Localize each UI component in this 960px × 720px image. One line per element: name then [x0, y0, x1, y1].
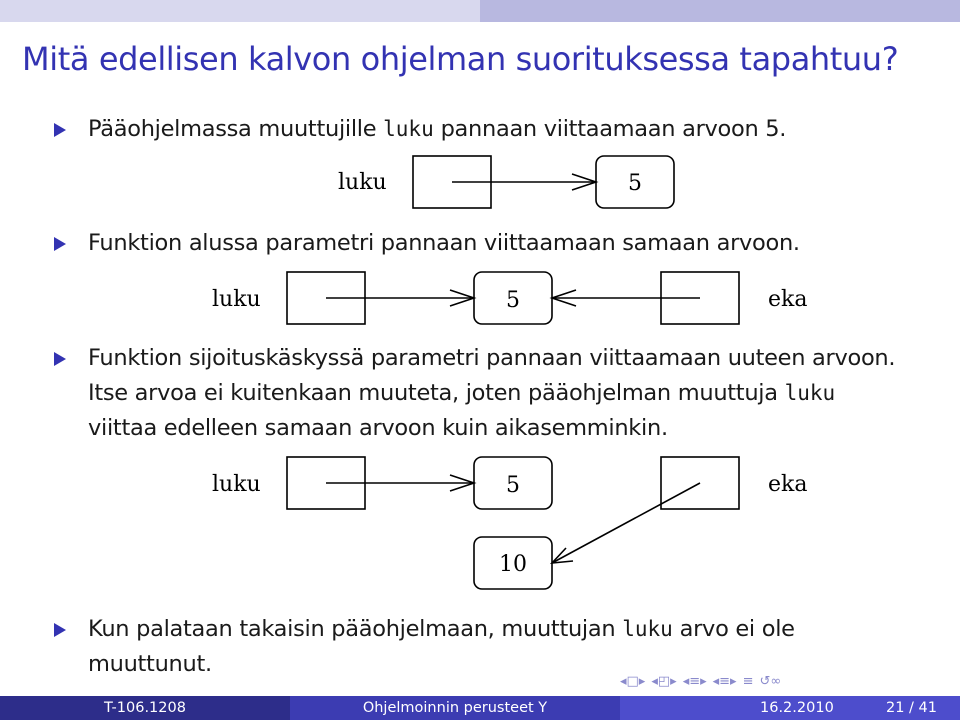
bullet-text — [88, 341, 904, 446]
text-segment: pannaan viittaamaan arvoon 5. — [433, 116, 787, 142]
text-segment: arvo ei ole muuttunut. — [88, 616, 795, 677]
var-label-luku: luku — [212, 472, 261, 497]
nav-last-icon[interactable]: ≡ — [742, 673, 754, 689]
bullet-marker-icon — [54, 623, 66, 637]
text-segment: Kun palataan takaisin pääohjelmaan, muuttujan — [88, 616, 623, 642]
bullet-marker-icon — [54, 237, 66, 251]
text-segment: Funktion sijoituskäskyssä parametri pannaan viittaamaan uuteen arvoon. Itse arvoa ei kuitenkaan muuteta, joten pääohjelman muuttuja — [88, 345, 896, 406]
header-bar-left — [0, 0, 480, 22]
nav-next-icon[interactable]: ◂≡▸ — [712, 673, 737, 689]
bullet-1 — [54, 112, 904, 147]
bullet-marker-icon — [54, 352, 66, 366]
bullet-text — [88, 612, 904, 682]
var-label-luku: luku — [212, 287, 261, 312]
diagram-2 — [0, 264, 960, 330]
param-label-eka: eka — [768, 287, 808, 312]
reference-arrow-eka — [552, 483, 700, 563]
code-luku: luku — [622, 617, 673, 641]
bullet-text — [88, 226, 904, 261]
diagram-1 — [0, 150, 960, 216]
bullet-3 — [54, 341, 904, 446]
arrowhead-icon — [552, 548, 573, 563]
diagram-3 — [0, 450, 960, 590]
text-segment: Pääohjelmassa muuttujille — [88, 116, 384, 142]
footer-bar — [0, 696, 960, 720]
bullet-marker-icon — [54, 123, 66, 137]
footer-course: T-106.1208 — [0, 696, 290, 720]
text-segment: Funktion alussa parametri pannaan viittaamaan samaan arvoon. — [88, 230, 800, 256]
value-text: 5 — [506, 473, 520, 498]
header-bar — [0, 0, 960, 22]
param-label-eka: eka — [768, 472, 808, 497]
nav-first-icon[interactable]: ◂□▸ — [620, 673, 646, 689]
beamer-navigation — [620, 672, 781, 690]
nav-prev-icon[interactable]: ◂◰▸ — [651, 673, 677, 689]
nav-section-icon[interactable]: ◂≡▸ — [682, 673, 707, 689]
var-label-luku: luku — [338, 170, 387, 195]
search-icon[interactable]: ↺∞ — [759, 673, 782, 689]
new-value-text: 10 — [499, 552, 527, 577]
value-text: 5 — [506, 288, 520, 313]
bullet-2 — [54, 226, 904, 261]
footer-info — [620, 696, 960, 720]
footer-course-name: Ohjelmoinnin perusteet Y — [290, 696, 620, 720]
slide-title: Mitä edellisen kalvon ohjelman suorituksessa tapahtuu? — [22, 40, 899, 78]
bullet-text — [88, 112, 904, 147]
code-luku: luku — [383, 117, 434, 141]
footer-page-number: 21 / 41 — [886, 700, 938, 716]
header-bar-right — [480, 0, 960, 22]
text-segment: viittaa edelleen samaan arvoon kuin aikasemminkin. — [88, 415, 668, 441]
footer-date: 16.2.2010 — [760, 700, 834, 716]
code-luku: luku — [784, 381, 836, 405]
value-text: 5 — [628, 171, 642, 196]
